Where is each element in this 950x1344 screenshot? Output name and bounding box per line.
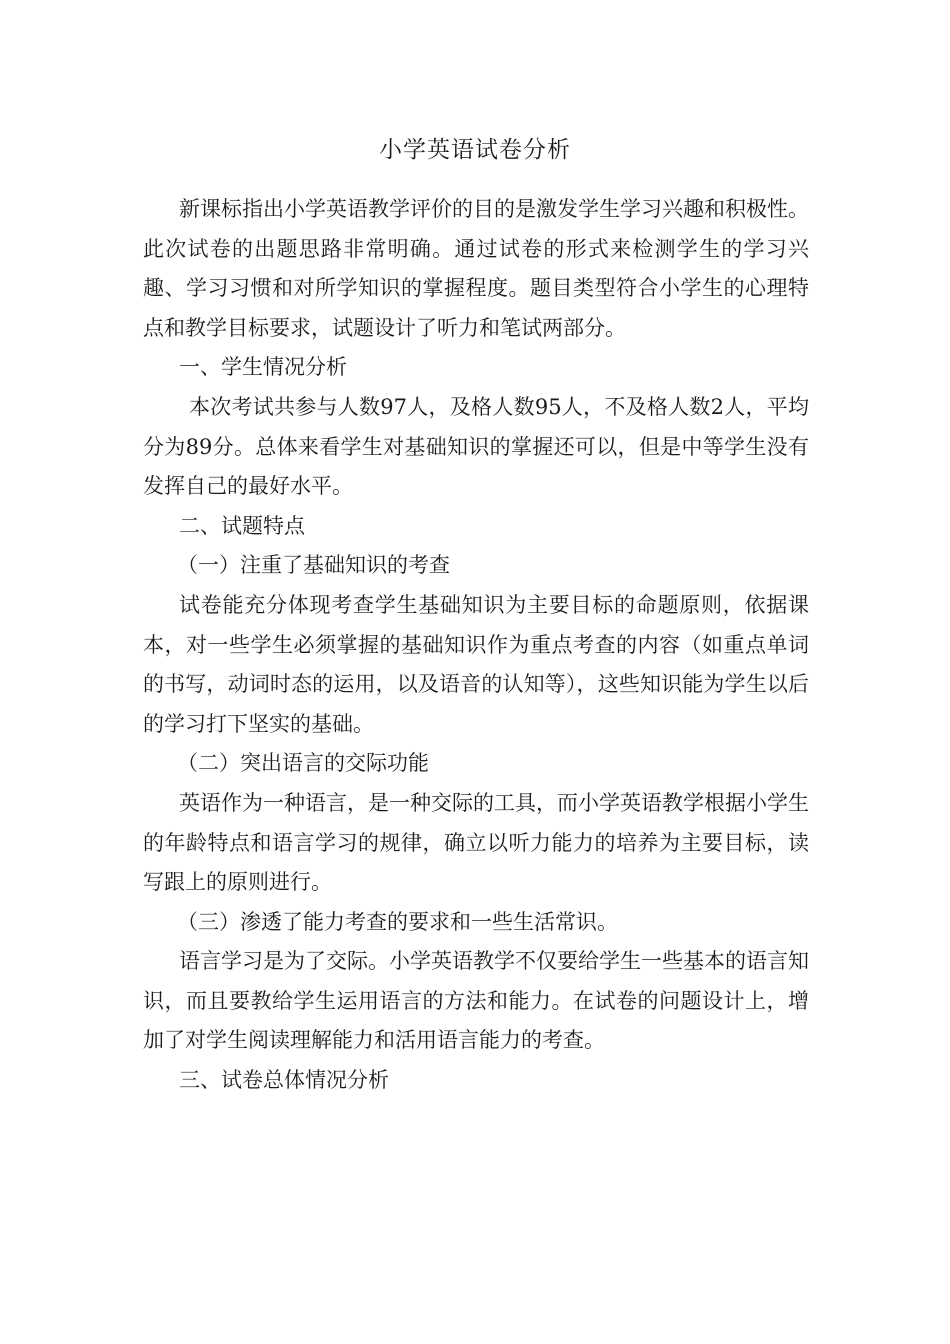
subheading-communication: （二）突出语言的交际功能 bbox=[177, 751, 429, 776]
document-body bbox=[143, 190, 809, 1101]
subheading-ability-assessment: （三）渗透了能力考查的要求和一些生活常识。 bbox=[177, 909, 618, 934]
intro-paragraph: 新课标指出小学英语教学评价的目的是激发学生学习兴趣和积极性。此次试卷的出题思路非常明确。通过试卷的形式来检测学生的学习兴趣、学习习惯和对所学知识的掌握程度。题目类型符合小学生的心理特点和教学目标要求，试题设计了听力和笔试两部分。 bbox=[143, 197, 809, 340]
section-heading-question-features: 二、试题特点 bbox=[179, 513, 305, 538]
section-heading-overall-analysis: 三、试卷总体情况分析 bbox=[179, 1068, 389, 1093]
subheading-basic-knowledge: （一）注重了基础知识的考查 bbox=[177, 553, 450, 578]
document-title: 小学英语试卷分析 bbox=[379, 137, 571, 163]
basic-knowledge-paragraph: 试卷能充分体现考查学生基础知识为主要目标的命题原则，依据课本，对一些学生必须掌握的基础知识作为重点考查的内容（如重点单词的书写，动词时态的运用，以及语音的认知等），这些知识能为学生以后的学习打下坚实的基础。 bbox=[143, 592, 809, 736]
student-stats-paragraph: 本次考试共参与人数97人，及格人数95人，不及格人数2人，平均分为89分。总体来看学生对基础知识的掌握还可以，但是中等学生没有发挥自己的最好水平。 bbox=[143, 394, 809, 499]
section-heading-student-analysis: 一、学生情况分析 bbox=[179, 355, 347, 380]
ability-assessment-paragraph: 语言学习是为了交际。小学英语教学不仅要给学生一些基本的语言知识，而且要教给学生运用语言的方法和能力。在试卷的问题设计上，增加了对学生阅读理解能力和活用语言能力的考查。 bbox=[143, 949, 809, 1053]
communication-paragraph: 英语作为一种语言，是一种交际的工具，而小学英语教学根据小学生的年龄特点和语言学习的规律，确立以听力能力的培养为主要目标，读写跟上的原则进行。 bbox=[143, 790, 809, 895]
